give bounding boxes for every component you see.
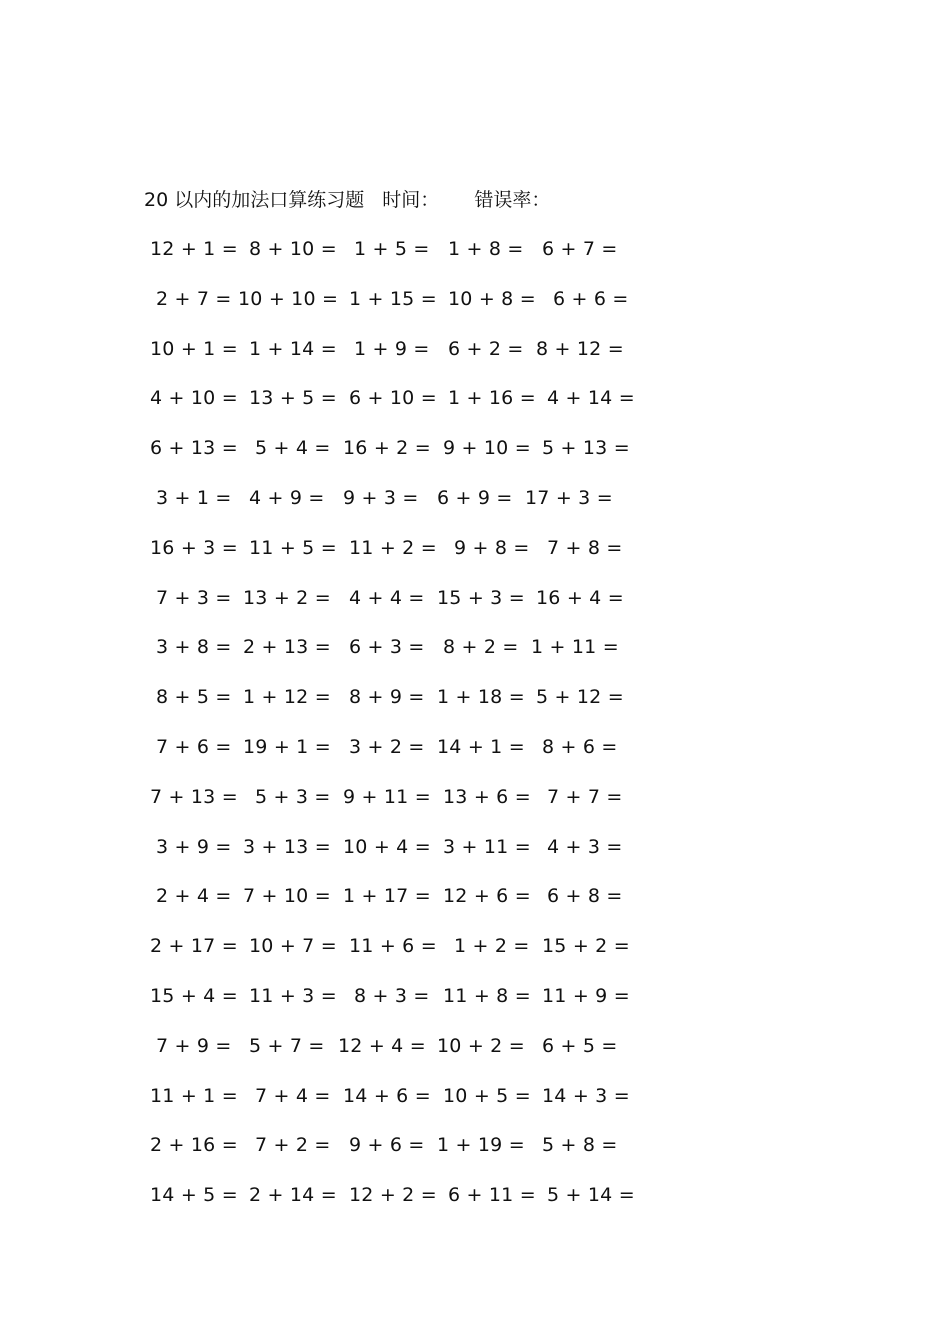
problem-item: 13 + 6 = [443,785,531,808]
problem-item: 6 + 2 = [448,337,524,360]
problem-item: 4 + 9 = [249,486,325,509]
problem-item: 11 + 1 = [150,1084,238,1107]
problem-item: 10 + 7 = [249,935,337,958]
problem-item: 2 + 4 = [156,885,232,908]
problem-item: 1 + 2 = [454,935,530,958]
problem-item: 12 + 2 = [349,1184,437,1207]
problem-item: 7 + 8 = [547,536,623,559]
problem-item: 6 + 5 = [542,1034,618,1057]
problem-item: 9 + 3 = [343,486,419,509]
problem-item: 6 + 11 = [448,1184,536,1207]
problem-item: 8 + 12 = [536,337,624,360]
problem-item: 11 + 5 = [249,536,337,559]
problem-item: 5 + 12 = [536,686,624,709]
problem-item: 1 + 14 = [249,337,337,360]
problem-item: 1 + 15 = [349,287,437,310]
problem-item: 7 + 3 = [156,586,232,609]
problem-item: 3 + 13 = [243,835,331,858]
problem-item: 9 + 6 = [349,1134,425,1157]
problem-item: 2 + 7 = [156,287,232,310]
problem-item: 5 + 3 = [255,785,331,808]
problem-item: 15 + 4 = [150,984,238,1007]
problem-item: 15 + 3 = [437,586,525,609]
error-rate-label: 错误率： [474,189,551,211]
problem-item: 6 + 10 = [349,387,437,410]
problem-item: 12 + 6 = [443,885,531,908]
problem-item: 7 + 13 = [150,785,238,808]
problem-item: 14 + 3 = [542,1084,630,1107]
problem-item: 5 + 13 = [542,437,630,460]
problem-item: 12 + 4 = [338,1034,426,1057]
problem-item: 10 + 4 = [343,835,431,858]
problem-item: 7 + 6 = [156,735,232,758]
problem-item: 2 + 16 = [150,1134,238,1157]
problem-item: 1 + 9 = [354,337,430,360]
problem-item: 19 + 1 = [243,735,331,758]
problem-item: 3 + 2 = [349,735,425,758]
problem-item: 3 + 11 = [443,835,531,858]
problem-item: 1 + 19 = [437,1134,525,1157]
problem-item: 3 + 1 = [156,486,232,509]
problem-item: 7 + 7 = [547,785,623,808]
problem-item: 17 + 3 = [525,486,613,509]
problem-item: 10 + 2 = [437,1034,525,1057]
problem-item: 10 + 10 = [238,287,339,310]
problem-item: 8 + 2 = [443,636,519,659]
problem-item: 10 + 5 = [443,1084,531,1107]
problem-item: 3 + 9 = [156,835,232,858]
problem-item: 9 + 8 = [454,536,530,559]
worksheet-header [144,186,550,214]
problem-item: 4 + 10 = [150,387,238,410]
problem-item: 9 + 11 = [343,785,431,808]
problem-item: 1 + 12 = [243,686,331,709]
problem-item: 11 + 6 = [349,935,437,958]
problem-item: 10 + 1 = [150,337,238,360]
problem-item: 5 + 14 = [547,1184,635,1207]
problem-item: 5 + 8 = [542,1134,618,1157]
worksheet-title: 20 以内的加法口算练习题 [144,189,365,211]
problem-item: 1 + 18 = [437,686,525,709]
problem-item: 11 + 2 = [349,536,437,559]
problem-item: 7 + 10 = [243,885,331,908]
problem-item: 8 + 9 = [349,686,425,709]
problem-item: 11 + 9 = [542,984,630,1007]
problem-item: 8 + 10 = [249,238,337,260]
problem-item: 14 + 1 = [437,735,525,758]
time-label: 时间： [382,189,440,211]
problem-item: 1 + 5 = [354,238,430,260]
problem-item: 11 + 8 = [443,984,531,1007]
problem-item: 2 + 14 = [249,1184,337,1207]
problem-item: 1 + 17 = [343,885,431,908]
problem-item: 6 + 7 = [542,238,618,260]
problem-item: 8 + 5 = [156,686,232,709]
problem-item: 9 + 10 = [443,437,531,460]
problem-item: 4 + 14 = [547,387,635,410]
problem-item: 16 + 3 = [150,536,238,559]
problem-item: 3 + 8 = [156,636,232,659]
problem-item: 13 + 2 = [243,586,331,609]
problem-item: 10 + 8 = [448,287,536,310]
problem-item: 2 + 13 = [243,636,331,659]
problem-item: 5 + 7 = [249,1034,325,1057]
problem-item: 1 + 8 = [448,238,524,260]
problem-item: 8 + 3 = [354,984,430,1007]
problem-item: 16 + 2 = [343,437,431,460]
problem-item: 6 + 6 = [553,287,629,310]
problem-item: 15 + 2 = [542,935,630,958]
problem-item: 13 + 5 = [249,387,337,410]
problem-item: 16 + 4 = [536,586,624,609]
problem-item: 5 + 4 = [255,437,331,460]
problem-item: 8 + 6 = [542,735,618,758]
problem-item: 7 + 9 = [156,1034,232,1057]
problem-item: 6 + 13 = [150,437,238,460]
problem-item: 6 + 3 = [349,636,425,659]
problem-item: 7 + 2 = [255,1134,331,1157]
problem-item: 4 + 3 = [547,835,623,858]
problem-item: 12 + 1 = [150,238,238,260]
problem-item: 14 + 6 = [343,1084,431,1107]
problem-item: 7 + 4 = [255,1084,331,1107]
problem-item: 6 + 8 = [547,885,623,908]
problem-item: 11 + 3 = [249,984,337,1007]
problem-item: 2 + 17 = [150,935,238,958]
problem-item: 6 + 9 = [437,486,513,509]
problem-item: 4 + 4 = [349,586,425,609]
problem-item: 14 + 5 = [150,1184,238,1207]
problem-item: 1 + 16 = [448,387,536,410]
problem-item: 1 + 11 = [531,636,619,659]
